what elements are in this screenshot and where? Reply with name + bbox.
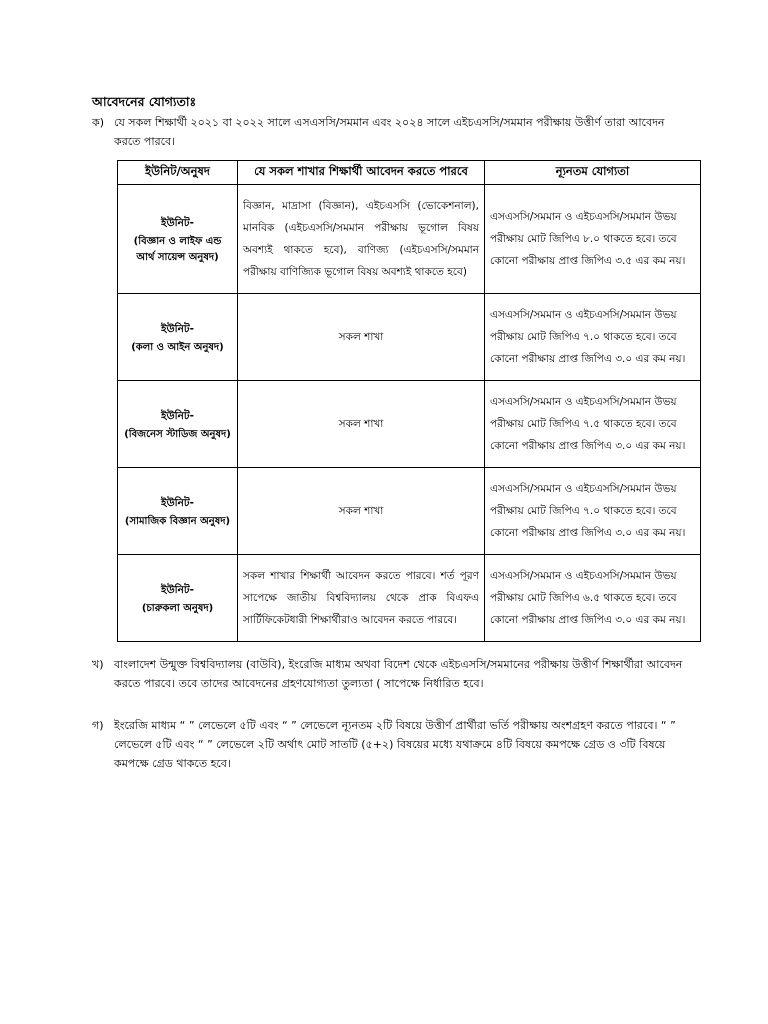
branches-cell: সকল শাখার শিক্ষার্থী আবেদন করতে পারবে। শর্ত পূরণ সাপেক্ষে জাতীয় বিশ্ববিদ্যালয় থেকে প্রাক বিএফএ সার্টিফিকেটধারী শিক্ষার্থীরাও আবেদন করতে পারবে। [238, 555, 485, 642]
point-a-marker: ক) [92, 116, 104, 129]
point-a [92, 113, 692, 151]
unit-cell [118, 185, 238, 294]
header-min-qualification: ন্যূনতম যোগ্যতা [485, 161, 701, 185]
unit-faculty: (বিজ্ঞান ও লাইফ এন্ড আর্থ সায়েন্স অনুষদ) [133, 236, 222, 263]
point-c-marker: গ) [92, 719, 104, 732]
branches-cell: সকল শাখা [238, 381, 485, 468]
min-qualification-cell: এসএসসি/সমমান ও এইচএসসি/সমমান উভয় পরীক্ষায় মোট জিপিএ ৭.০ থাকতে হবে। তবে কোনো পরীক্ষায় প্রাপ্ত জিপিএ ৩.০ এর কম নয়। [485, 294, 701, 381]
min-qualification-cell: এসএসসি/সমমান ও এইচএসসি/সমমান উভয় পরীক্ষায় মোট জিপিএ ৮.০ থাকতে হবে। তবে কোনো পরীক্ষায় প্রাপ্ত জিপিএ ৩.৫ এর কম নয়। [485, 185, 701, 294]
point-b [92, 655, 692, 693]
unit-label: ইউনিট- [161, 410, 194, 422]
point-b-marker: খ) [92, 658, 104, 671]
table-row [118, 185, 701, 294]
min-qualification-cell: এসএসসি/সমমান ও এইচএসসি/সমমান উভয় পরীক্ষায় মোট জিপিএ ৬.৫ থাকতে হবে। তবে কোনো পরীক্ষায় প্রাপ্ত জিপিএ ৩.০ এর কম নয়। [485, 555, 701, 642]
header-branches: যে সকল শাখার শিক্ষার্থী আবেদন করতে পারবে [238, 161, 485, 185]
unit-label: ইউনিট- [161, 323, 194, 335]
eligibility-heading: আবেদনের যোগ্যতাঃ [92, 94, 197, 109]
unit-cell [118, 468, 238, 555]
branches-cell: বিজ্ঞান, মাদ্রাসা (বিজ্ঞান), এইচএসসি (ভোকেশনাল), মানবিক (এইচএসসি/সমমান পরীক্ষায় ভূগোল বিষয় অবশ্যই থাকতে হবে), বাণিজ্য (এইচএসসি/সমমান পরীক্ষায় বাণিজ্যিক ভূগোল বিষয় অবশ্যই থাকতে হবে) [238, 185, 485, 294]
point-c [92, 716, 692, 773]
min-qualification-cell: এসএসসি/সমমান ও এইচএসসি/সমমান উভয় পরীক্ষায় মোট জিপিএ ৭.৫ থাকতে হবে। তবে কোনো পরীক্ষায় প্রাপ্ত জিপিএ ৩.০ এর কম নয়। [485, 381, 701, 468]
branches-cell: সকল শাখা [238, 294, 485, 381]
min-qualification-cell: এসএসসি/সমমান ও এইচএসসি/সমমান উভয় পরীক্ষায় মোট জিপিএ ৭.০ থাকতে হবে। তবে কোনো পরীক্ষায় প্রাপ্ত জিপিএ ৩.০ এর কম নয়। [485, 468, 701, 555]
unit-faculty: (কলা ও আইন অনুষদ) [131, 342, 224, 353]
header-unit: ইউনিট/অনুষদ [118, 161, 238, 185]
unit-faculty: (বিজনেস স্টাডিজ অনুষদ) [124, 429, 231, 440]
unit-cell [118, 555, 238, 642]
branches-cell: সকল শাখা [238, 468, 485, 555]
unit-cell [118, 294, 238, 381]
unit-label: ইউনিট- [161, 497, 194, 509]
point-c-text: ইংরেজি মাধ্যম “ ” লেভেলে ৫টি এবং “ ” লেভেলে ন্যূনতম ২টি বিষয়ে উত্তীর্ণ প্রার্থীরা ভর্তি পরীক্ষায় অংশগ্রহণ করতে পারবে। “ ” লেভেলে ৫টি এবং “ ” লেভেলে ২টি অর্থাৎ মোট সাতটি (৫+২) বিষয়ের মধ্যে যথাক্রমে ৪টি বিষয়ে কমপক্ষে গ্রেড ও ৩টি বিষয়ে কমপক্ষে গ্রেড থাকতে হবে। [114, 719, 676, 770]
unit-label: ইউনিট- [161, 584, 194, 596]
point-b-text: বাংলাদেশ উন্মুক্ত বিশ্ববিদ্যালয় (বাউবি), ইংরেজি মাধ্যম অথবা বিদেশ থেকে এইচএসসি/সমমানের পরীক্ষায় উত্তীর্ণ শিক্ষার্থীরা আবেদন করতে পারবে। তবে তাদের আবেদনের গ্রহণযোগ্যতা তুল্যতা ( সাপেক্ষে নির্ধারিত হবে। [114, 658, 683, 690]
table-row [118, 555, 701, 642]
point-a-text: যে সকল শিক্ষার্থী ২০২১ বা ২০২২ সালে এসএসসি/সমমান এবং ২০২৪ সালে এইচএসসি/সমমান পরীক্ষায় উত্তীর্ণ তারা আবেদন করতে পারবে। [114, 116, 665, 148]
unit-faculty: (সামাজিক বিজ্ঞান অনুষদ) [124, 516, 231, 527]
table-row [118, 381, 701, 468]
table-header-row [118, 161, 701, 185]
unit-cell [118, 381, 238, 468]
unit-label: ইউনিট- [161, 217, 194, 229]
eligibility-table [117, 160, 701, 642]
unit-faculty: (চারুকলা অনুষদ) [141, 603, 214, 614]
table-row [118, 468, 701, 555]
table-row [118, 294, 701, 381]
